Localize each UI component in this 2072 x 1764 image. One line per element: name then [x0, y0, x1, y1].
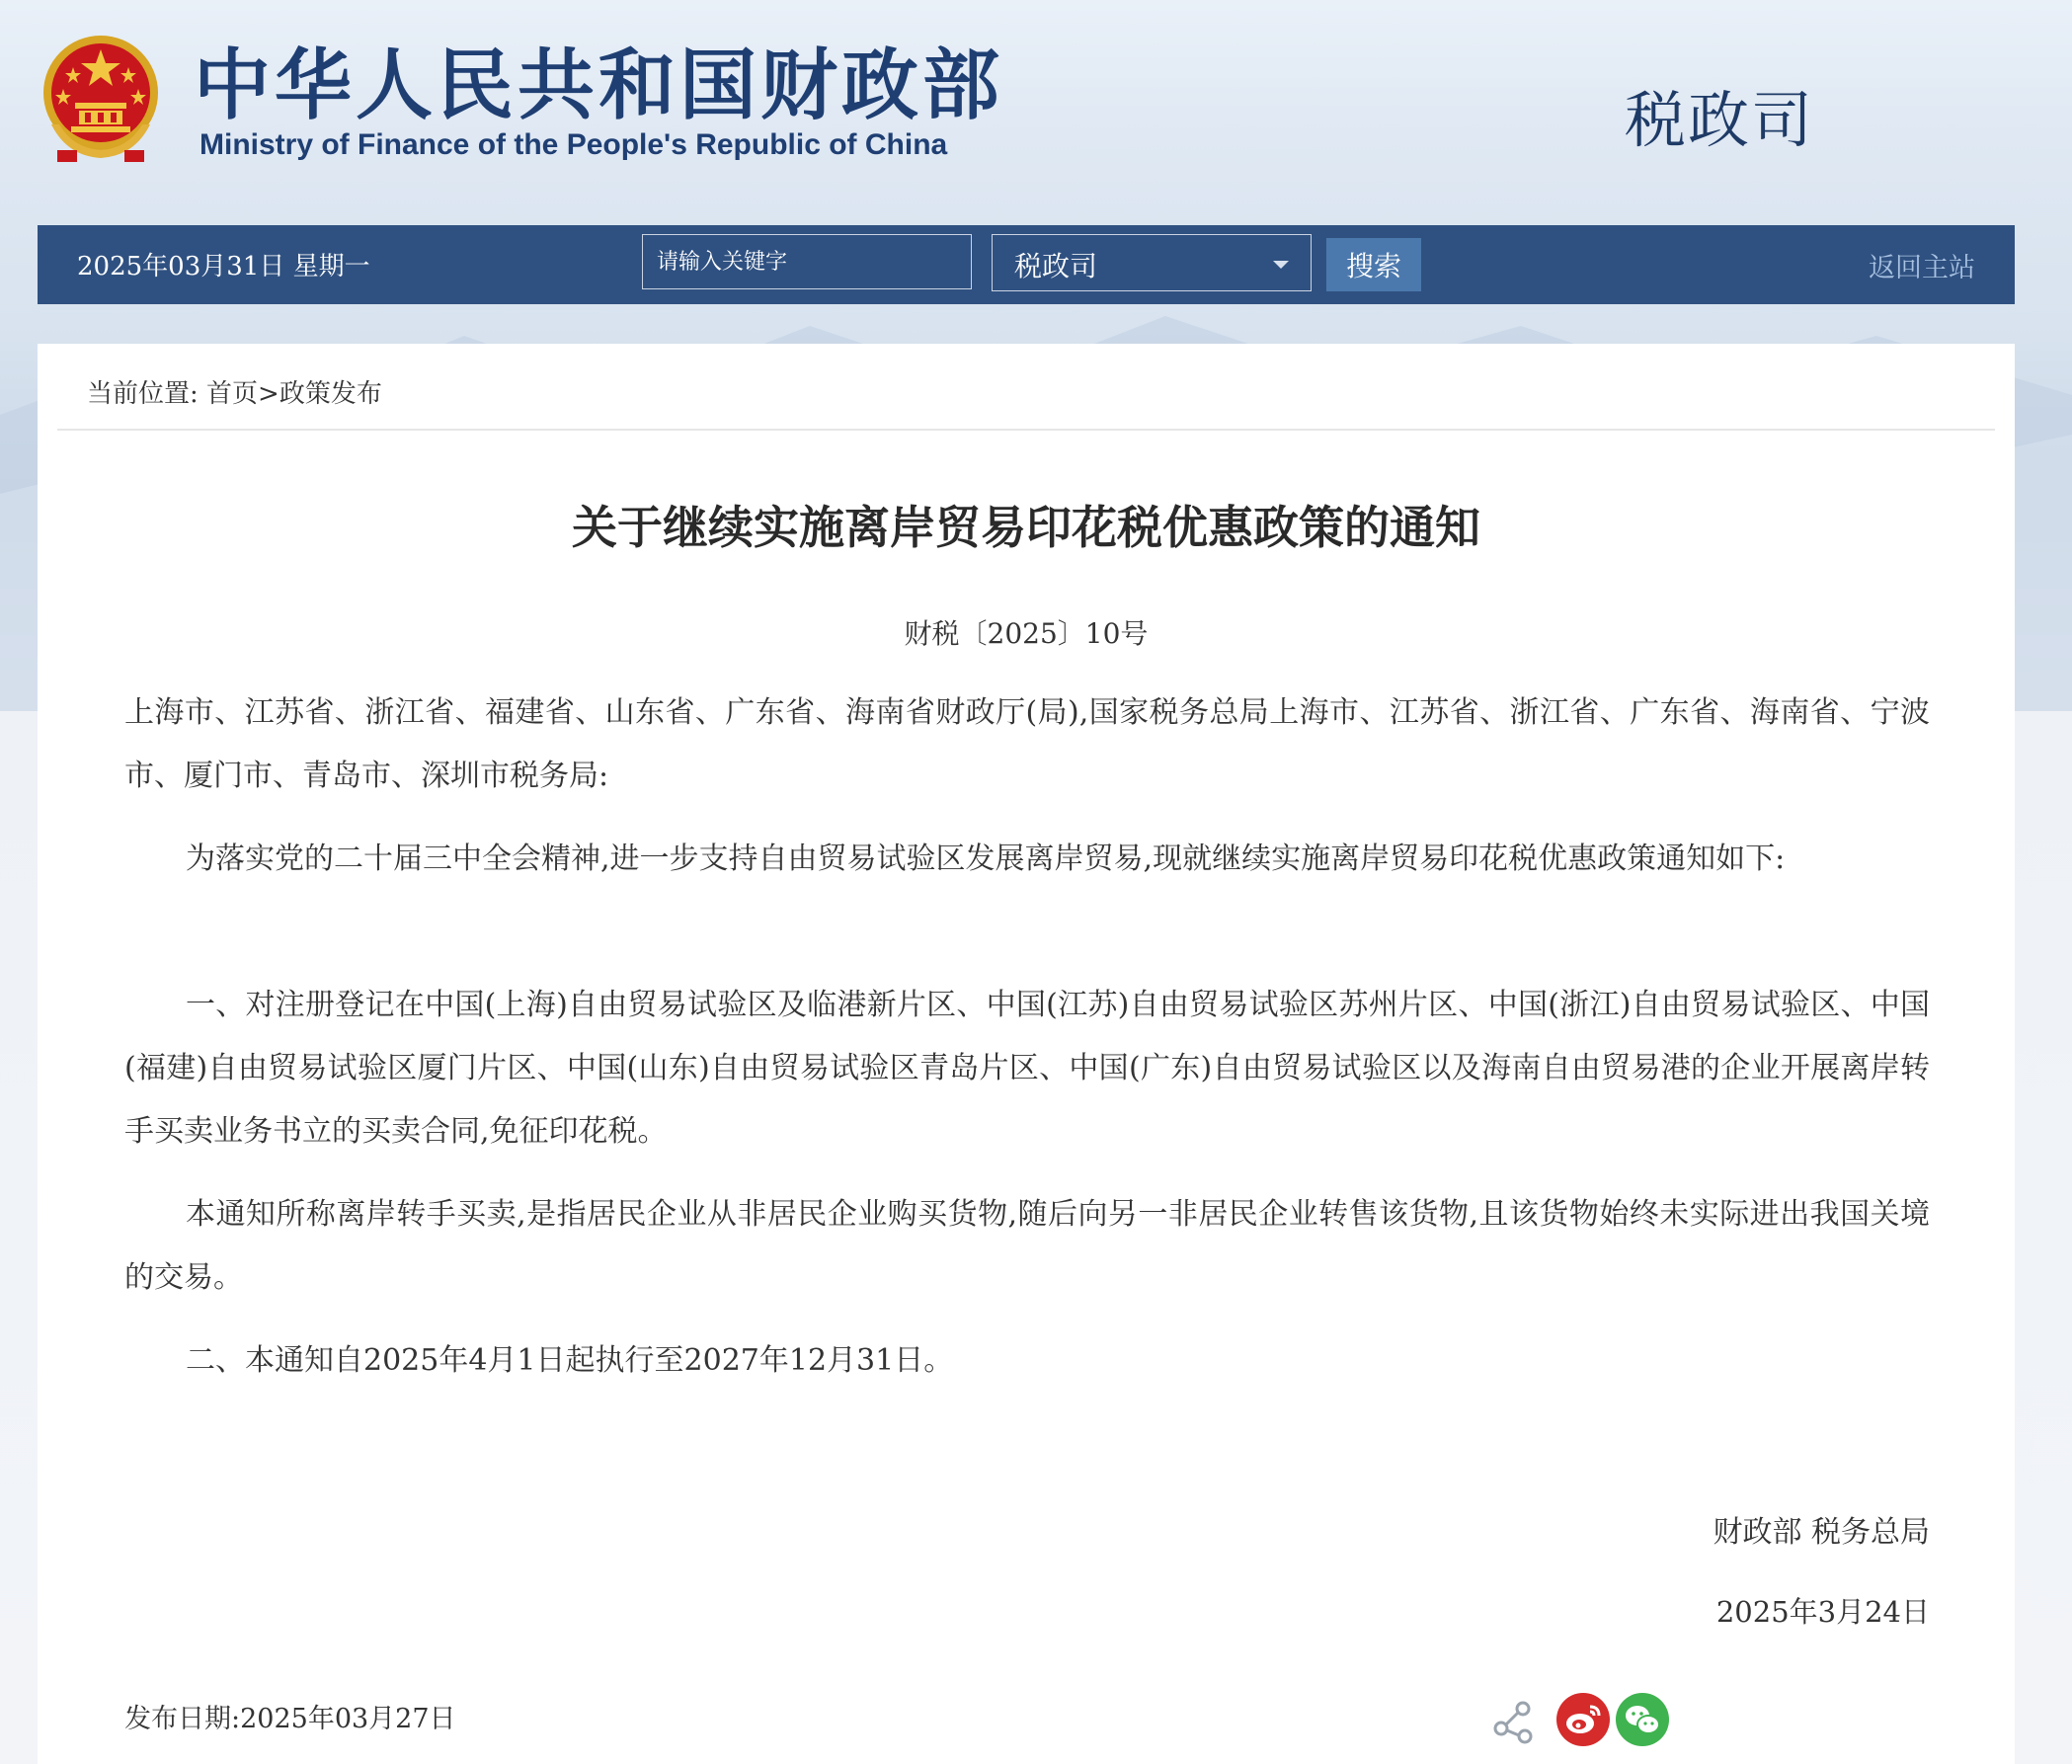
ministry-name-cn: 中华人民共和国财政部 [194, 41, 1004, 130]
article-title: 关于继续实施离岸贸易印花税优惠政策的通知 [572, 501, 1480, 554]
article-paragraph: 为落实党的二十届三中全会精神,进一步支持自由贸易试验区发展离岸贸易,现就继续实施离岸贸易印花税优惠政策通知如下: [186, 842, 1786, 876]
search-input[interactable] [642, 234, 972, 289]
article-paragraph: 一、对注册登记在中国(上海)自由贸易试验区及临港新片区、中国(江苏)自由贸易试验区苏州片区、中国(浙江)自由贸易试验区、中国(福建)自由贸易试验区厦门片区、中国(山东)自由贸易试验区青岛片区、中国(广东)自由贸易试验区以及海南自由贸易港的企业开展离岸转手买卖业务书立的买卖合同,免征印花税。 [124, 988, 1930, 1149]
ministry-name-en: Ministry of Finance of the People's Republic of China [199, 128, 948, 161]
breadcrumb-separator: > [258, 379, 279, 409]
weibo-icon[interactable] [1556, 1693, 1610, 1746]
national-emblem-icon[interactable] [38, 34, 164, 166]
signed-date: 2025年3月24日 [1715, 1595, 1930, 1629]
wechat-icon[interactable] [1616, 1693, 1669, 1746]
current-date: 2025年03月31日 星期一 [77, 252, 370, 281]
document-number: 财税〔2025〕10号 [904, 617, 1149, 650]
search-scope-select[interactable] [992, 234, 1312, 291]
breadcrumb-divider [57, 429, 1995, 431]
breadcrumb-label: 当前位置: [87, 379, 199, 409]
breadcrumb-current-link[interactable]: 政策发布 [279, 379, 382, 409]
addressee-paragraph: 上海市、江苏省、浙江省、福建省、山东省、广东省、海南省财政厅(局),国家税务总局上海市、江苏省、浙江省、广东省、海南省、宁波市、厦门市、青岛市、深圳市税务局: [124, 695, 1930, 793]
search-scope-value: 税政司 [1014, 250, 1098, 282]
publish-date [124, 1697, 456, 1735]
publish-date-label: 发布日期: [124, 1704, 241, 1734]
article-card [38, 344, 2015, 1764]
return-home-link[interactable]: 返回主站 [1869, 253, 1975, 283]
article-paragraph: 二、本通知自2025年4月1日起执行至2027年12月31日。 [186, 1343, 954, 1378]
signatory: 财政部 税务总局 [1713, 1515, 1930, 1550]
dropdown-caret-icon [1273, 261, 1289, 269]
department-title[interactable]: 税政司 [1625, 84, 1815, 156]
publish-date-value: 2025年03月27日 [240, 1704, 456, 1734]
breadcrumb-home-link[interactable]: 首页 [206, 379, 259, 409]
breadcrumb [87, 373, 382, 410]
top-navbar [38, 225, 2015, 304]
article-paragraph: 本通知所称离岸转手买卖,是指居民企业从非居民企业购买货物,随后向另一非居民企业转售该货物,且该货物始终未实际进出我国关境的交易。 [124, 1197, 1930, 1295]
share-icon[interactable] [1489, 1699, 1537, 1746]
search-button[interactable]: 搜索 [1326, 238, 1421, 291]
site-header [0, 0, 2072, 222]
